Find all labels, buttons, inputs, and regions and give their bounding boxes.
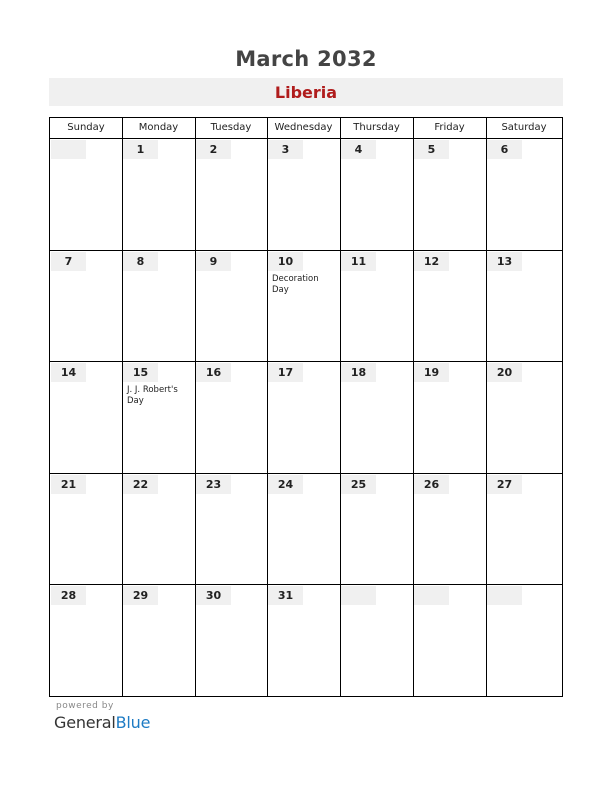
day-cell[interactable]: [122, 585, 195, 696]
day-number-box: [196, 252, 231, 271]
country-name: Liberia: [274, 83, 338, 102]
day-cell[interactable]: [122, 474, 195, 585]
day-cell[interactable]: [122, 362, 195, 473]
day-cell[interactable]: [413, 585, 486, 696]
day-number-box: [123, 140, 158, 159]
day-number-box: [414, 363, 449, 382]
day-number-box: [341, 586, 376, 605]
day-cell[interactable]: [486, 139, 562, 250]
day-number-box: [487, 363, 522, 382]
day-cell[interactable]: [50, 251, 122, 362]
day-cell[interactable]: [340, 362, 413, 473]
day-number: 31: [277, 589, 294, 602]
day-number-box: [196, 363, 231, 382]
day-number-box: [414, 140, 449, 159]
day-number-box: [196, 140, 231, 159]
day-number: 20: [496, 366, 513, 379]
weekday-header-saturday: Saturday: [501, 122, 547, 133]
day-cell[interactable]: [195, 251, 267, 362]
day-cell[interactable]: [486, 251, 562, 362]
generalblue-logo[interactable]: [54, 713, 150, 732]
day-number: 26: [423, 478, 440, 491]
day-number: 15: [132, 366, 149, 379]
day-number: 13: [496, 255, 513, 268]
day-number: 19: [423, 366, 440, 379]
powered-by-text: powered by: [56, 701, 114, 711]
weekday-header-thursday: Thursday: [353, 122, 400, 133]
day-cell[interactable]: [413, 139, 486, 250]
day-number-box: [268, 586, 303, 605]
day-number: [487, 586, 522, 605]
day-cell[interactable]: [413, 474, 486, 585]
day-number-box: [487, 140, 522, 159]
day-cell[interactable]: [122, 139, 195, 250]
day-number: 25: [350, 478, 367, 491]
day-number: 27: [496, 478, 513, 491]
day-number: 30: [205, 589, 222, 602]
day-number-box: [123, 252, 158, 271]
day-number: 6: [500, 143, 509, 156]
day-cell[interactable]: [195, 474, 267, 585]
day-number-box: [51, 586, 86, 605]
day-number: 12: [423, 255, 440, 268]
calendar-title: March 2032: [235, 47, 377, 71]
day-number: 4: [354, 143, 363, 156]
day-number: 2: [209, 143, 218, 156]
day-number-box: [268, 252, 303, 271]
day-number-box: [51, 140, 86, 159]
day-cell[interactable]: [486, 585, 562, 696]
holiday-label: J. J. Robert's Day: [127, 385, 178, 406]
day-number: 21: [60, 478, 77, 491]
day-cell[interactable]: [195, 139, 267, 250]
day-number-box: [51, 363, 86, 382]
day-number-box: [487, 475, 522, 494]
weekday-header-sunday: Sunday: [67, 122, 105, 133]
day-number: 16: [205, 366, 222, 379]
day-number: 28: [60, 589, 77, 602]
day-number: 23: [205, 478, 222, 491]
day-number-box: [341, 475, 376, 494]
day-number: [51, 140, 86, 159]
day-number: 18: [350, 366, 367, 379]
day-cell[interactable]: [267, 251, 340, 362]
day-number: 7: [64, 255, 73, 268]
day-cell[interactable]: [50, 139, 122, 250]
day-number-box: [123, 586, 158, 605]
day-number-box: [196, 586, 231, 605]
day-cell[interactable]: [50, 362, 122, 473]
day-number-box: [341, 363, 376, 382]
day-cell[interactable]: [267, 139, 340, 250]
day-number-box: [123, 363, 158, 382]
day-number-box: [123, 475, 158, 494]
day-number-box: [414, 252, 449, 271]
day-number: 11: [350, 255, 367, 268]
day-cell[interactable]: [340, 585, 413, 696]
day-number: 9: [209, 255, 218, 268]
day-cell[interactable]: [50, 474, 122, 585]
weekday-header-wednesday: Wednesday: [274, 122, 333, 133]
day-number: 22: [132, 478, 149, 491]
day-cell[interactable]: [413, 362, 486, 473]
day-number-box: [51, 252, 86, 271]
weekday-header-tuesday: Tuesday: [210, 122, 252, 133]
weekday-header-friday: Friday: [434, 122, 465, 133]
day-cell[interactable]: [195, 585, 267, 696]
day-number-box: [196, 475, 231, 494]
weekday-header-monday: Monday: [138, 122, 179, 133]
day-number: [414, 586, 449, 605]
day-cell[interactable]: [340, 474, 413, 585]
day-number-box: [268, 475, 303, 494]
day-number-box: [51, 475, 86, 494]
day-number: 17: [277, 366, 294, 379]
day-number-box: [341, 252, 376, 271]
day-cell[interactable]: [195, 362, 267, 473]
day-cell[interactable]: [122, 251, 195, 362]
day-number: 1: [136, 143, 145, 156]
day-number: 24: [277, 478, 294, 491]
day-number: 10: [277, 255, 294, 268]
day-cell[interactable]: [267, 362, 340, 473]
day-number: 14: [60, 366, 77, 379]
day-number: 29: [132, 589, 149, 602]
day-cell[interactable]: [340, 251, 413, 362]
country-banner: [49, 78, 563, 106]
day-number-box: [341, 140, 376, 159]
day-cell[interactable]: [267, 585, 340, 696]
day-number-box: [487, 586, 522, 605]
day-cell[interactable]: [413, 251, 486, 362]
brand-blue: Blue: [115, 713, 151, 732]
day-cell[interactable]: [486, 362, 562, 473]
day-number-box: [268, 140, 303, 159]
day-cell[interactable]: [50, 585, 122, 696]
day-cell[interactable]: [267, 474, 340, 585]
day-number-box: [487, 252, 522, 271]
calendar-grid: [49, 117, 563, 697]
day-number-box: [414, 475, 449, 494]
day-cell[interactable]: [486, 474, 562, 585]
brand-general: General: [54, 713, 116, 732]
day-number: 5: [427, 143, 436, 156]
day-number: [341, 586, 376, 605]
day-number: 3: [281, 143, 290, 156]
holiday-label: Decoration Day: [272, 274, 319, 295]
day-number-box: [414, 586, 449, 605]
day-cell[interactable]: [340, 139, 413, 250]
day-number-box: [268, 363, 303, 382]
day-number: 8: [136, 255, 145, 268]
